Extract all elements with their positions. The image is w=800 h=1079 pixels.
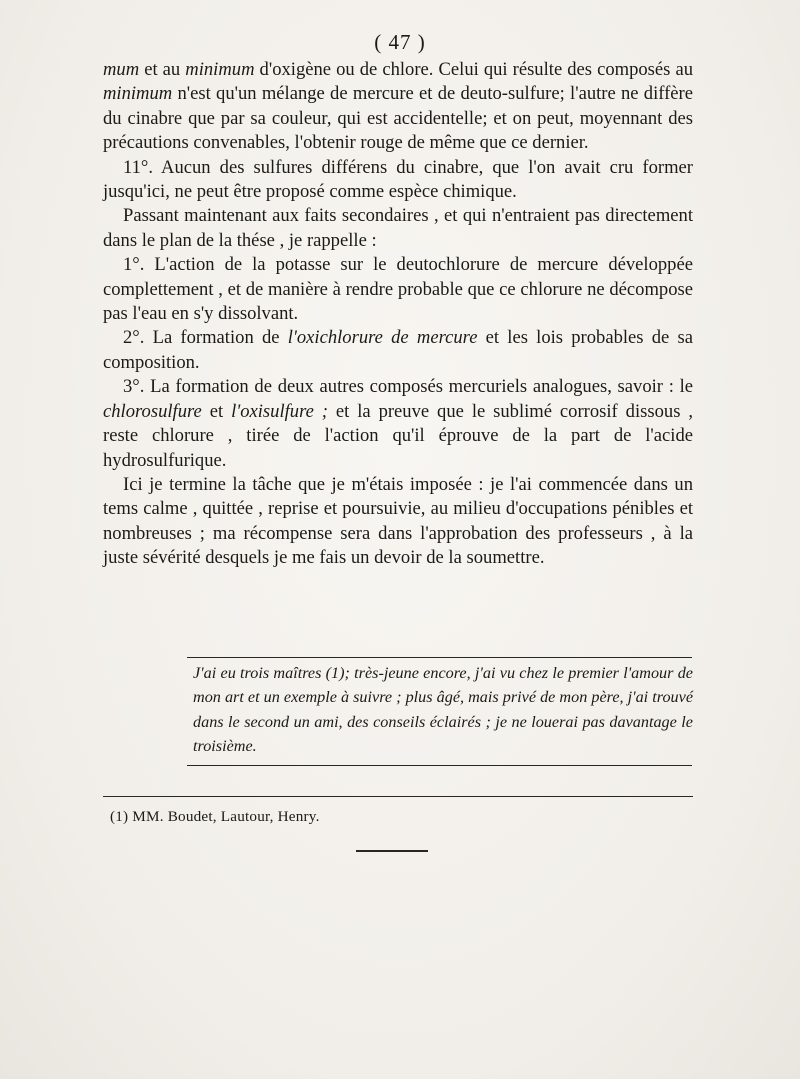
epigraph: J'ai eu trois maîtres (1); très-jeune encore, j'ai vu chez le premier l'amour de mon art et un exemple à suivre ; plus âgé, mais privé de mon père, j'ai trouvé dans le second un ami, des conseils éclairés ; je ne louerai pas davantage le troisième.	[193, 664, 693, 756]
main-text	[103, 58, 693, 571]
text-run: Ici je termine la tâche que je m'étais imposée : je l'ai commencée dans un tems calme , quittée , reprise et poursuivie, au milieu d'occupations pénibles et nombreuses ; ma récompense sera dans l'approbation des professeurs , à la juste sévérité desquels je me fais un devoir de la soumettre.	[103, 473, 693, 569]
end-ornament-rule	[356, 850, 428, 852]
italic-text-run: chlorosulfure	[103, 400, 202, 422]
italic-text-run: minimum	[103, 83, 173, 105]
text-run: et les lois probables de sa composition.	[103, 327, 693, 373]
text-run: 3°. La formation de deux autres composés mercuriels analogues, savoir : le	[123, 376, 693, 398]
paragraph	[103, 375, 693, 473]
footnote-separator	[103, 796, 693, 797]
paragraph	[103, 58, 693, 156]
paragraph	[103, 473, 693, 571]
text-run: 1°. L'action de la potasse sur le deutochlorure de mercure développée complettement , et de manière à rendre probable que ce chlorure ne décompose pas l'eau en s'y dissolvant.	[103, 254, 693, 325]
footnote: (1) MM. Boudet, Lautour, Henry.	[110, 808, 320, 825]
italic-text-run: l'oxichlorure de mercure	[287, 327, 478, 349]
text-run: 2°. La formation de	[123, 327, 288, 349]
epigraph-bottom-rule	[187, 765, 692, 766]
page-number: ( 47 )	[374, 30, 426, 54]
paragraph	[103, 253, 693, 326]
text-run: et au	[139, 59, 186, 80]
epigraph-top-rule	[187, 657, 692, 658]
paragraph	[103, 156, 693, 205]
paragraph	[103, 326, 693, 375]
text-run: et	[201, 400, 232, 422]
text-run: n'est qu'un mélange de mercure et de deuto-sulfure; l'autre ne diffère du cinabre que par sa couleur, qui est accidentelle; et on peut, moyennant des précautions convenables, l'obtenir rouge de même que ce dernier.	[103, 83, 693, 154]
italic-text-run: mum	[103, 59, 140, 80]
text-run: et la preuve que le sublimé corrosif dissous , reste chlorure , tirée de l'action qu'il éprouve de la part de l'acide hydrosulfurique.	[103, 400, 693, 471]
paragraph	[103, 204, 693, 253]
text-run: d'oxigène ou de chlore. Celui qui résulte des composés au	[254, 59, 694, 80]
text-run: Passant maintenant aux faits secondaires , et qui n'entraient pas directement dans le plan de la thése , je rappelle :	[103, 205, 693, 251]
italic-text-run: l'oxisulfure ;	[231, 400, 328, 422]
italic-text-run: minimum	[185, 59, 255, 80]
text-run: 11°. Aucun des sulfures différens du cinabre, que l'on avait cru former jusqu'ici, ne peut être proposé comme espèce chimique.	[103, 156, 693, 203]
